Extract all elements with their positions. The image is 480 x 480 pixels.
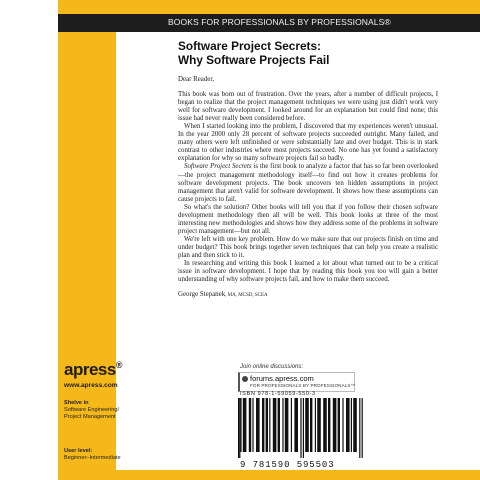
shelve-line-2: Software Engineering/	[64, 407, 120, 413]
barcode-bar	[249, 398, 251, 452]
barcode-bar	[262, 398, 264, 452]
barcode-bar	[269, 398, 270, 452]
barcode-bar	[278, 398, 280, 452]
book-title	[178, 39, 329, 67]
barcode-bar	[333, 398, 337, 452]
barcode-bar	[346, 398, 350, 452]
barcode-bar	[291, 398, 292, 452]
paragraph-5: We're left with one key problem. How do we make sure that our projects finish on time and under budget? This book brings together seven techniques that can help you create a realistic plan and then stick to it.	[178, 235, 438, 259]
author-name: George Stepanek	[178, 291, 226, 299]
forums-link[interactable]	[238, 372, 355, 392]
barcode-bar	[310, 398, 312, 452]
barcode-bar	[303, 398, 304, 458]
signature	[178, 291, 438, 300]
barcode-bar	[315, 398, 316, 452]
barcode-bar	[338, 398, 340, 452]
barcode-bar	[294, 398, 298, 452]
shelving-info	[64, 400, 119, 421]
barcode-bar	[240, 398, 241, 452]
logo-text: apress	[64, 360, 116, 379]
paragraph-3-text: is the first book to analyze a factor that has so far been overlooked—the project management methodology itself—to find out how it creates problems for software development projects. The book uncovers ten hidden assumptions in project management that aren't valid for software development. It shows how these assumptions can cause projects to fail.	[178, 163, 438, 203]
online-label: Join online discussions:	[240, 364, 304, 370]
level-line-1: User level:	[64, 448, 93, 454]
salutation: Dear Reader,	[178, 76, 215, 83]
barcode-bar	[359, 398, 360, 458]
barcode-bar	[353, 398, 357, 452]
series-tagline: BOOKS FOR PROFESSIONALS BY PROFESSIONALS®	[168, 17, 391, 27]
barcode-bar	[266, 398, 268, 452]
barcode-bar	[328, 398, 330, 452]
forums-tagline: FOR PROFESSIONALS BY PROFESSIONALS™	[250, 383, 356, 388]
series-bar	[58, 14, 480, 32]
book-title-italic: Software Project Secrets	[184, 163, 252, 171]
barcode-bar	[239, 398, 240, 458]
barcode	[238, 398, 422, 460]
paragraph-6: In researching and writing this book I learned a lot about what turned out to be a critical issue in software development. I hope that by reading this book you too will gain a better understanding of why software projects fail, and how to make them succeed.	[178, 260, 438, 284]
author-credentials: , MA, MCSD, SCEA	[225, 293, 268, 299]
barcode-digits: 9 781590 595503	[240, 460, 335, 470]
barcode-bar	[273, 398, 277, 452]
apress-logo	[64, 360, 122, 380]
title-line-2: Why Software Projects Fail	[178, 53, 330, 67]
isbn-label: ISBN 978-1-59059-550-3	[240, 391, 316, 397]
paragraph-1: This book was born out of frustration. Over the years, after a number of difficult projects, I began to realize that the project management techniques we were using just didn't work very well for software development. I looked around for an explanation but could find none; this issue had never really been considered before.	[178, 91, 438, 123]
barcode-bar	[285, 398, 289, 452]
paragraph-4: So what's the solution? Other books will tell you that if you follow their chosen software development methodology then all will be well. This book looks at three of the most interesting new methodologies and shows how they address some of the problems in software project management—but not all.	[178, 203, 438, 235]
shelve-line-3: Project Management	[64, 414, 116, 420]
barcode-bar	[300, 398, 301, 458]
title-line-1: Software Project Secrets:	[178, 39, 321, 53]
logo-mark: ®	[115, 360, 122, 370]
letter-body	[178, 76, 438, 300]
paragraph-3	[178, 163, 438, 203]
barcode-bar	[317, 398, 321, 452]
barcode-bar	[362, 398, 363, 458]
barcode-bar	[282, 398, 283, 452]
paragraph-2: When I started looking into the problem, I discovered that my experiences weren't unusual. In the year 2000 only 28 percent of software projects succeeded outright. Many failed, and many others were left unfinished or were substantially late and over budget. This is in stark contrast to other industries where most projects succeed. No one has yet found a satisfactory explanation for why so many software projects fail so badly.	[178, 123, 438, 163]
barcode-bar	[351, 398, 352, 452]
barcode-bar	[252, 398, 253, 452]
publisher-site: www.apress.com	[64, 382, 118, 389]
shelve-line-1: Shelve in	[64, 400, 89, 406]
barcode-bar	[243, 398, 247, 452]
forums-url: forums.apress.com	[250, 374, 314, 383]
globe-icon	[242, 376, 248, 382]
level-line-2: Beginner–Intermediate	[64, 455, 121, 461]
barcode-bar	[238, 398, 239, 458]
user-level	[64, 448, 121, 462]
barcode-bar	[342, 398, 343, 452]
barcode-bar	[305, 398, 309, 452]
barcode-bar	[323, 398, 327, 452]
barcode-bar	[256, 398, 260, 452]
